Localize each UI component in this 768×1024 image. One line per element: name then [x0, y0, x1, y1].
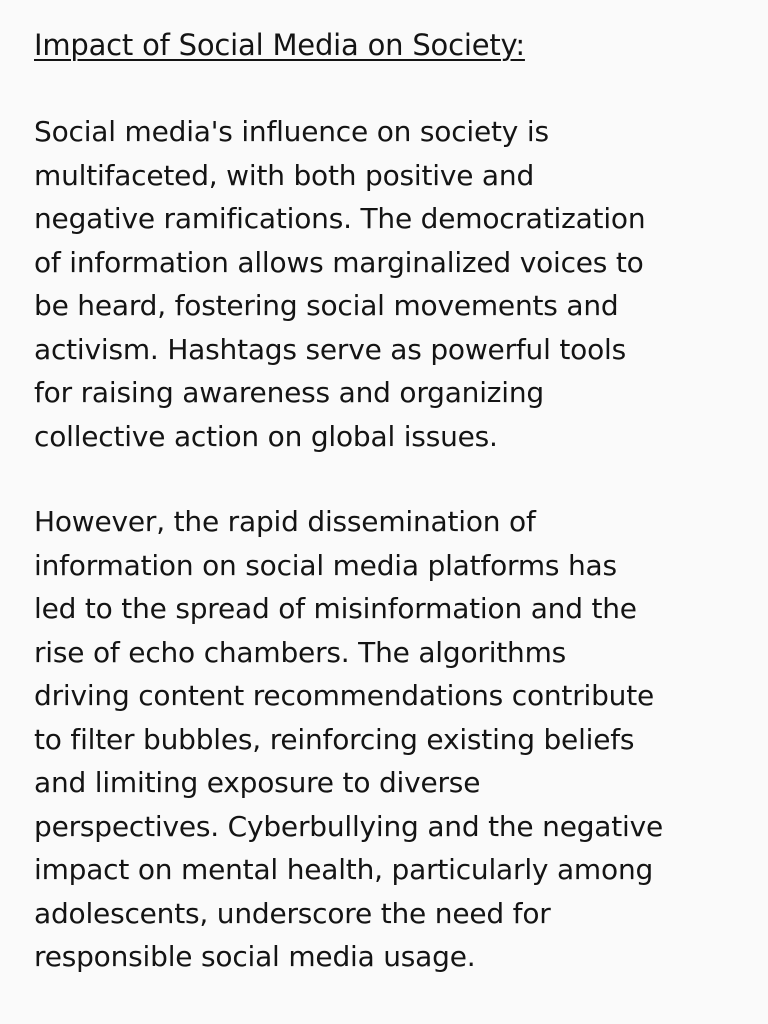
paragraph-line: driving content recommendations contribute	[34, 679, 655, 712]
paragraph-line: responsible social media usage.	[34, 940, 476, 973]
document-title: Impact of Social Media on Society:	[34, 28, 525, 62]
paragraph-line: of information allows marginalized voices to	[34, 245, 644, 279]
paragraph-line: perspectives. Cyberbullying and the negative	[34, 809, 664, 843]
paragraph-line: negative ramifications. The democratization	[34, 202, 646, 235]
paragraph-1	[34, 110, 734, 458]
paragraph-line: information on social media platforms has	[34, 548, 617, 582]
paragraph-line: collective action on global issues.	[34, 419, 498, 453]
paragraph-line: activism. Hashtags serve as powerful tools	[34, 332, 626, 366]
paragraph-line: rise of echo chambers. The algorithms	[34, 635, 567, 669]
paragraph-line: be heard, fostering social movements and	[34, 289, 619, 322]
paragraph-line: and limiting exposure to diverse	[34, 766, 481, 799]
paragraph-line: However, the rapid dissemination of	[34, 505, 536, 538]
paragraph-line: to filter bubbles, reinforcing existing beliefs	[34, 722, 635, 756]
paragraph-line: for raising awareness and organizing	[34, 376, 545, 409]
paragraph-line: led to the spread of misinformation and the	[34, 592, 637, 625]
paragraph-line: multifaceted, with both positive and	[34, 158, 535, 192]
paragraph-line: impact on mental health, particularly among	[34, 853, 654, 886]
paragraph-2	[34, 500, 734, 979]
paragraph-line: Social media's influence on society is	[34, 115, 549, 148]
paragraph-line: adolescents, underscore the need for	[34, 896, 551, 930]
